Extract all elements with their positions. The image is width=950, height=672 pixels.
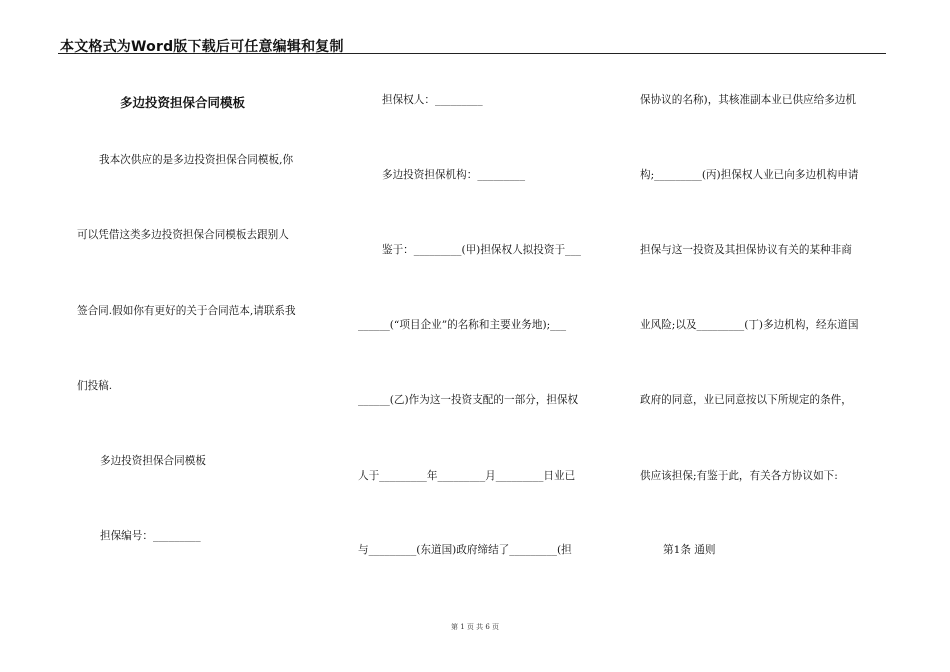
header-divider	[58, 53, 886, 54]
right-paragraph-line: 构;_________(丙)担保权人业已向多边机构申请	[640, 169, 859, 181]
right-paragraph-line: 业风险;以及_________(丁)多边机构，经东道国	[640, 319, 859, 331]
middle-paragraph-line: ______(“项目企业”的名称和主要业务地);___	[358, 319, 567, 331]
right-paragraph-line: 供应该担保;有鉴于此，有关各方协议如下:	[640, 470, 838, 482]
right-paragraph-line: 政府的同意，业已同意按以下所规定的条件，	[640, 394, 852, 406]
middle-paragraph-line: ______(乙)作为这一投资支配的一部分，担保权	[358, 394, 579, 406]
right-paragraph-line: 担保与这一投资及其担保协议有关的某种非商	[640, 244, 852, 256]
guarantee-number-field: 担保编号：_________	[100, 530, 201, 542]
left-paragraph-line: 我本次供应的是多边投资担保合同模板,你	[99, 154, 294, 166]
document-title: 多边投资担保合同模板	[120, 95, 246, 110]
left-paragraph-line: 可以凭借这类多边投资担保合同模板去跟别人	[77, 229, 289, 241]
contract-subtitle: 多边投资担保合同模板	[100, 455, 206, 467]
middle-paragraph-line: 人于_________年_________月_________日业已	[358, 470, 576, 482]
middle-paragraph-line: 与_________(东道国)政府缔结了_________(担	[358, 544, 572, 556]
left-paragraph-line: 们投稿.	[77, 380, 113, 392]
page-number: 第 1 页 共 6 页	[450, 623, 500, 631]
document-header-title: 本文格式为Word版下载后可任意编辑和复制	[60, 39, 344, 55]
guarantee-agency-field: 多边投资担保机构：_________	[382, 169, 526, 181]
right-paragraph-line: 保协议的名称)，其核准副本业已供应给多边机	[640, 94, 857, 106]
middle-paragraph-line: 鉴于：_________(甲)担保权人拟投资于___	[382, 244, 581, 256]
article-heading: 第1条 通则	[663, 544, 716, 556]
left-paragraph-line: 签合同.假如你有更好的关于合同范本,请联系我	[77, 305, 296, 317]
guarantee-holder-field: 担保权人：_________	[382, 94, 483, 106]
